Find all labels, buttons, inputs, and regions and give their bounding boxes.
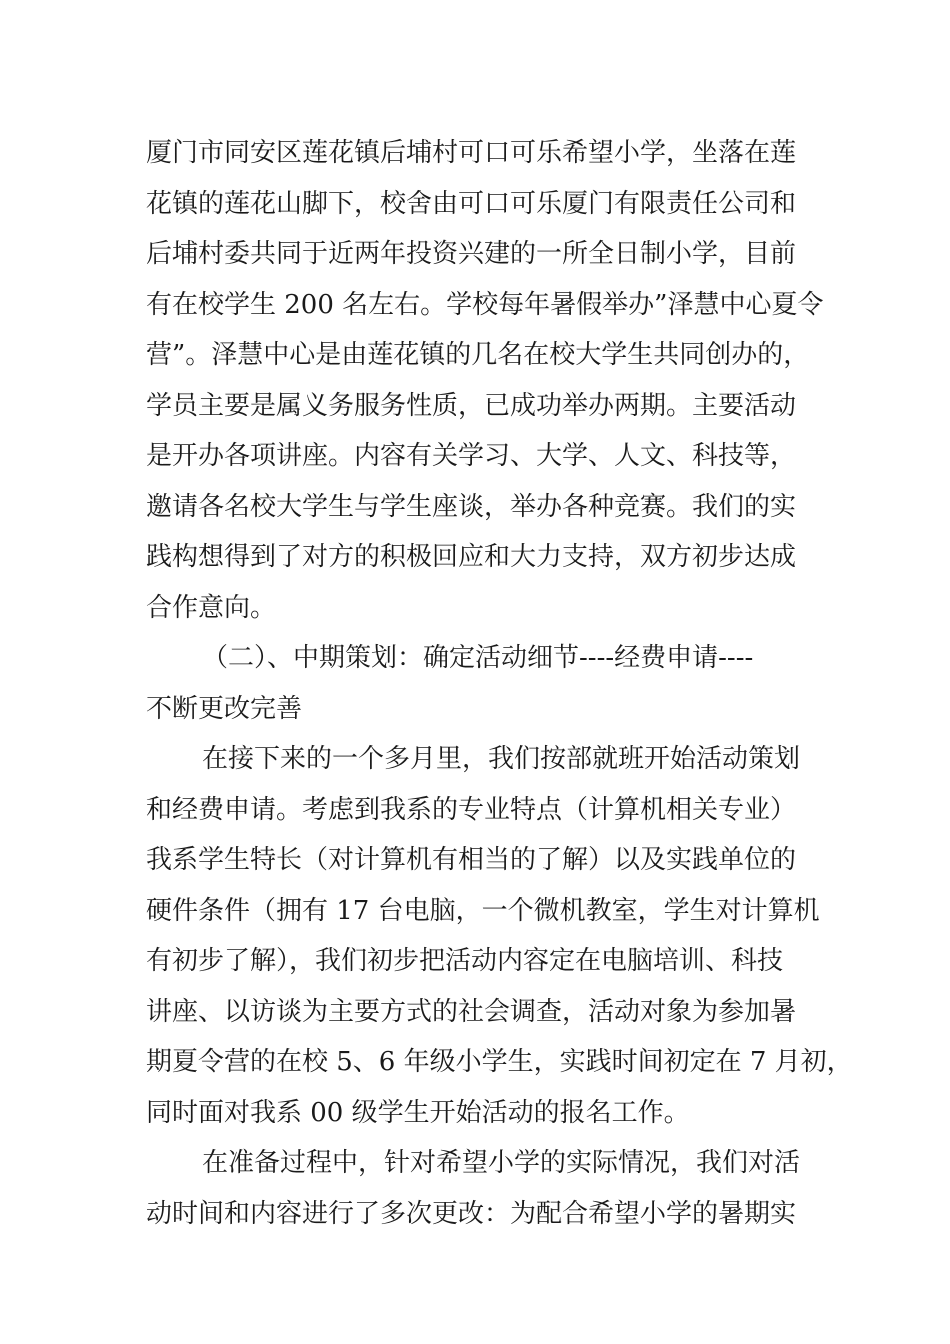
text-line: 有在校学生 200 名左右。学校每年暑假举办”泽慧中心夏令 — [146, 289, 824, 320]
text-line: 动时间和内容进行了多次更改：为配合希望小学的暑期实 — [146, 1198, 797, 1229]
text-line: 厦门市同安区莲花镇后埔村可口可乐希望小学，坐落在莲 — [146, 138, 797, 168]
text-line: 花镇的莲花山脚下，校舍由可口可乐厦门有限责任公司和 — [146, 188, 797, 219]
text-line: 不断更改完善 — [146, 693, 303, 724]
text-line: 学员主要是属义务服务性质，已成功举办两期。主要活动 — [146, 390, 797, 421]
text-line: 期夏令营的在校 5、6 年级小学生，实践时间初定在 7 月初， — [146, 1047, 853, 1077]
text-line: 硬件条件（拥有 17 台电脑，一个微机教室，学生对计算机 — [146, 895, 820, 926]
text-line: 合作意向。 — [146, 592, 277, 623]
text-line: 和经费申请。考虑到我系的专业特点（计算机相关专业） — [146, 794, 797, 825]
text-line: 在接下来的一个多月里，我们按部就班开始活动策划 — [202, 744, 801, 774]
text-line: 讲座、以访谈为主要方式的社会调查，活动对象为参加暑 — [146, 996, 797, 1027]
text-line: 践构想得到了对方的积极回应和大力支持，双方初步达成 — [146, 542, 797, 572]
text-line: 是开办各项讲座。内容有关学习、大学、人文、科技等， — [146, 441, 797, 471]
text-line: 在准备过程中，针对希望小学的实际情况，我们对活 — [202, 1148, 801, 1178]
text-line: 我系学生特长（对计算机有相当的了解）以及实践单位的 — [146, 845, 797, 875]
text-line: 营”。泽慧中心是由莲花镇的几名在校大学生共同创办的， — [146, 340, 810, 370]
text-line: 邀请各名校大学生与学生座谈，举办各种竞赛。我们的实 — [146, 491, 797, 522]
text-line: 有初步了解），我们初步把活动内容定在电脑培训、科技 — [146, 946, 784, 976]
text-line: （二）、中期策划：确定活动细节----经费申请---- — [202, 643, 754, 673]
document-body — [146, 128, 853, 1239]
text-line: 后埔村委共同于近两年投资兴建的一所全日制小学，目前 — [146, 239, 797, 269]
text-line: 同时面对我系 00 级学生开始活动的报名工作。 — [146, 1097, 690, 1128]
